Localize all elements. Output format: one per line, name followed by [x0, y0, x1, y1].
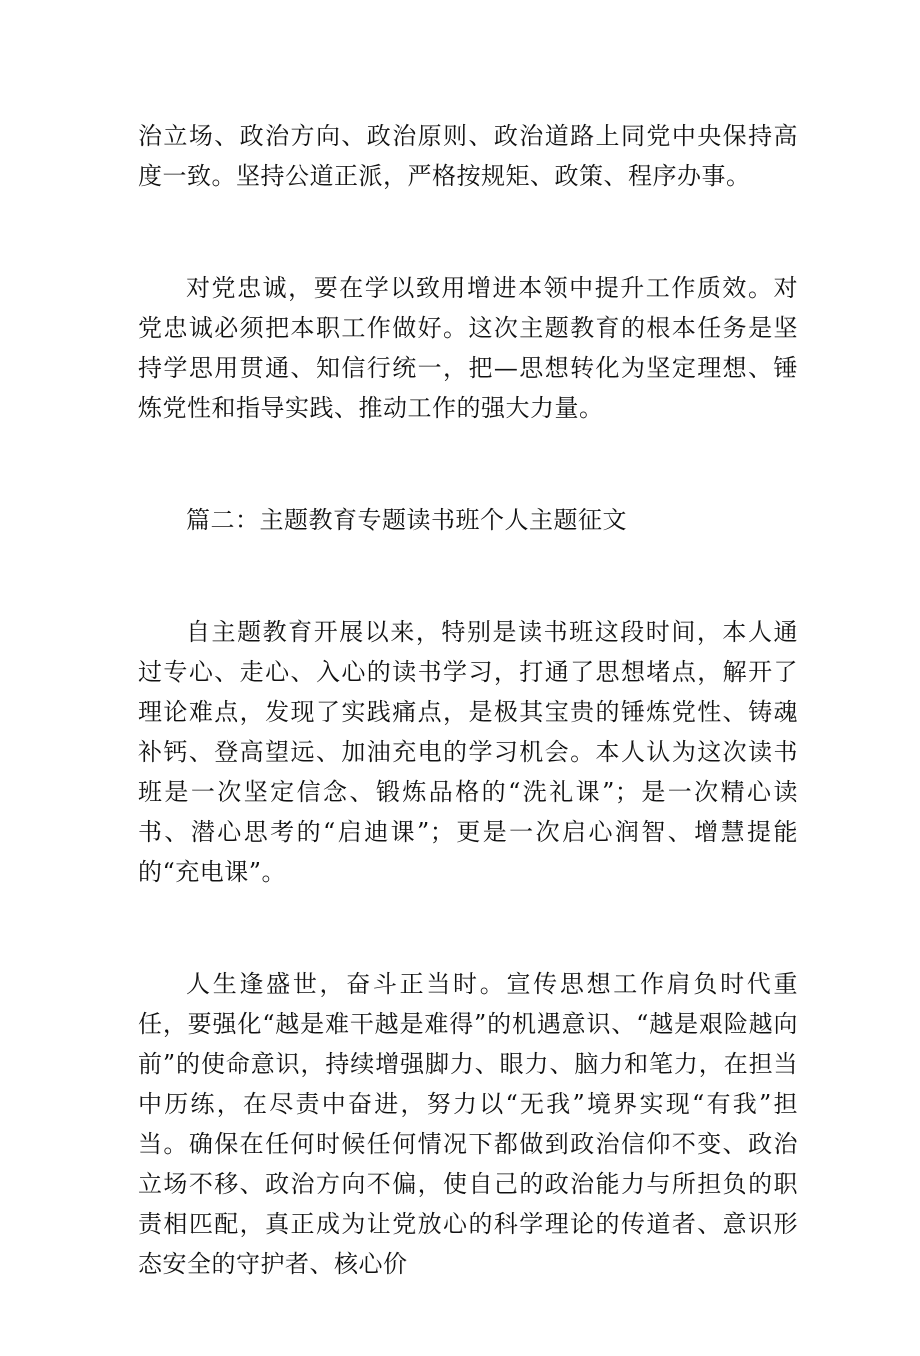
paragraph-loyalty: 对党忠诚，要在学以致用增进本领中提升工作质效。对党忠诚必须把本职工作做好。这次主题教育的根本任务是坚持学思用贯通、知信行统一，把—思想转化为坚定理想、锤炼党性和指导实践、推动工作的强大力量。 — [138, 274, 798, 422]
paragraph-continued: 治立场、政治方向、政治原则、政治道路上同党中央保持高度一致。坚持公道正派，严格按规矩、政策、程序办事。 — [138, 122, 798, 190]
document-body — [138, 116, 798, 1356]
section-heading: 篇二：主题教育专题读书班个人主题征文 — [186, 506, 627, 534]
paragraph-reading-class: 自主题教育开展以来，特别是读书班这段时间，本人通过专心、走心、入心的读书学习，打通了思想堵点，解开了理论难点，发现了实践痛点，是极其宝贵的锤炼党性、铸魂补钙、登高望远、加油充电的学习机会。本人认为这次读书班是一次坚定信念、锻炼品格的“洗礼课”；是一次精心读书、潜心思考的“启迪课”；更是一次启心润智、增慧提能的“充电课”。 — [138, 618, 798, 886]
paragraph-mission: 人生逢盛世，奋斗正当时。宣传思想工作肩负时代重任，要强化“越是难干越是难得”的机遇意识、“越是艰险越向前”的使命意识，持续增强脚力、眼力、脑力和笔力，在担当中历练，在尽责中奋进，努力以“无我”境界实现“有我”担当。确保在任何时候任何情况下都做到政治信仰不变、政治立场不移、政治方向不偏，使自己的政治能力与所担负的职责相匹配，真正成为让党放心的科学理论的传道者、意识形态安全的守护者、核心价 — [138, 970, 798, 1278]
